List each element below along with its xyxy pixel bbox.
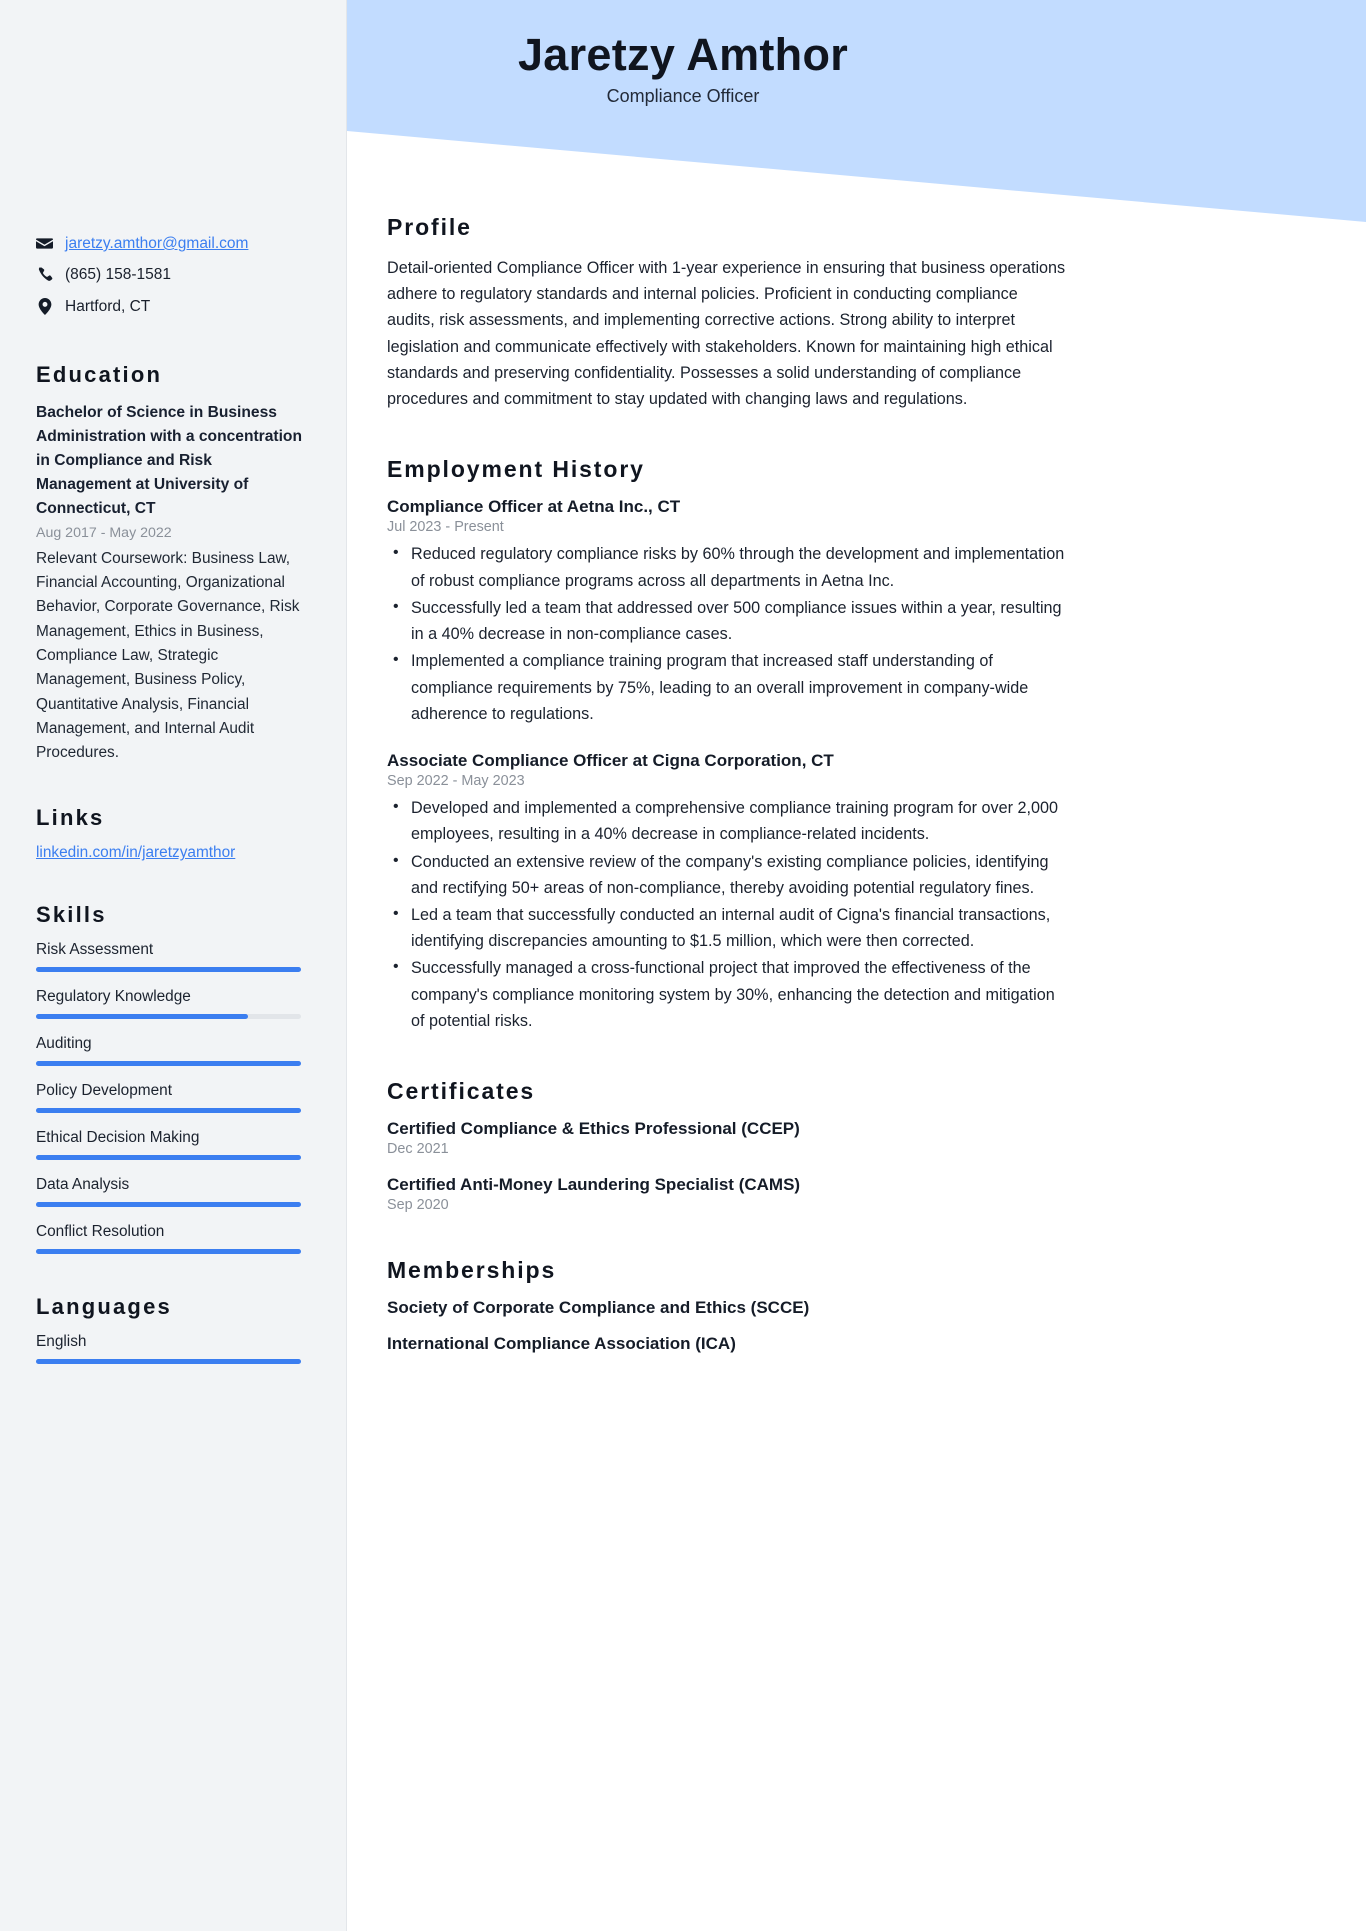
skill-item (36, 1035, 310, 1066)
contact-list (36, 232, 310, 318)
certificates-heading: Certificates (387, 1078, 536, 1105)
membership-name: Society of Corporate Compliance and Ethics (SCCE) (387, 1298, 810, 1318)
phone-value: (865) 158-1581 (65, 266, 171, 284)
contact-row-location (36, 295, 310, 318)
skill-item (36, 941, 310, 972)
job-bullet: • Led a team that successfully conducted an internal audit of Cigna's financial transactions, identifying discrepancies amounting to $1.5 million, which were then corrected. (387, 902, 1066, 954)
skill-item (36, 1129, 310, 1160)
job-title: Associate Compliance Officer at Cigna Corporation, CT (387, 751, 834, 771)
job-entry (387, 751, 1066, 1034)
education-date: Aug 2017 - May 2022 (36, 524, 172, 541)
education-heading: Education (36, 361, 163, 387)
skill-item (36, 1082, 310, 1113)
job-bullet-list (387, 541, 1066, 727)
skill-bar-fill (36, 1155, 301, 1160)
jobs-list (387, 497, 1066, 1034)
skill-label: Regulatory Knowledge (36, 988, 191, 1006)
employment-heading: Employment History (387, 456, 645, 483)
job-bullet: • Successfully led a team that addressed over 500 compliance issues within a year, resulting in a 40% decrease in non-compliance cases. (387, 595, 1066, 647)
skill-label: Conflict Resolution (36, 1223, 165, 1241)
links-heading: Links (36, 805, 105, 831)
profile-heading: Profile (387, 214, 472, 240)
job-date: Sep 2022 - May 2023 (387, 773, 525, 790)
job-bullet: • Conducted an extensive review of the company's existing compliance policies, identifying and rectifying 50+ areas of non-compliance, thereby avoiding potential regulatory fines. (387, 849, 1066, 901)
membership-name: International Compliance Association (ICA) (387, 1334, 736, 1354)
languages-section (36, 1294, 310, 1364)
education-degree: Bachelor of Science in Business Administration with a concentration in Compliance and Risk Management at University of Connecticut, CT (36, 403, 302, 518)
memberships-list (387, 1298, 1066, 1354)
skill-label: Data Analysis (36, 1176, 130, 1194)
skill-bar-fill (36, 1108, 301, 1113)
main-column (346, 0, 1366, 1931)
location-value: Hartford, CT (65, 297, 151, 315)
certificate-date: Sep 2020 (387, 1197, 449, 1214)
skill-bar-track (36, 967, 301, 972)
skill-bar-fill (36, 1359, 301, 1364)
profile-text: Detail-oriented Compliance Officer with 1-year experience in ensuring that business operations adhere to regulatory standards and internal policies. Proficient in conducting compliance audits, risk assessments, and implementing corrective actions. Strong ability to interpret legislation and communicate effectively with stakeholders. Known for maintaining high ethical standards and preserving confidentiality. Possesses a solid understanding of compliance procedures and commitment to stay updated with changing laws and regulations. (387, 259, 1066, 409)
skill-label: Auditing (36, 1035, 92, 1053)
skill-bar-fill (36, 1061, 301, 1066)
education-section (36, 362, 310, 766)
certificates-section (387, 1078, 1066, 1213)
map-pin-icon (36, 298, 53, 315)
memberships-section (387, 1257, 1066, 1354)
job-bullet: • Reduced regulatory compliance risks by 60% through the development and implementation of robust compliance programs across all departments in Aetna Inc. (387, 541, 1066, 593)
job-bullet: • Successfully managed a cross-functional project that improved the effectiveness of the company's compliance monitoring system by 30%, enhancing the detection and mitigation of potential risks. (387, 955, 1066, 1034)
skill-item (36, 988, 310, 1019)
skill-item (36, 1176, 310, 1207)
skill-bar-track (36, 1108, 301, 1113)
link-item[interactable]: linkedin.com/in/jaretzyamthor (36, 844, 236, 862)
languages-heading: Languages (36, 1294, 172, 1320)
contact-row-phone (36, 263, 310, 286)
job-entry (387, 497, 1066, 727)
certificate-name: Certified Anti-Money Laundering Specialist (CAMS) (387, 1175, 801, 1195)
certificate-date: Dec 2021 (387, 1141, 449, 1158)
skills-list (36, 941, 310, 1254)
candidate-job-title: Compliance Officer (606, 86, 760, 107)
skill-label: English (36, 1333, 87, 1351)
skills-heading: Skills (36, 902, 107, 928)
page-title: Jaretzy Amthor (517, 29, 849, 80)
skill-bar-track (36, 1014, 301, 1019)
certificate-entry (387, 1119, 1066, 1157)
skill-item (36, 1223, 310, 1254)
job-bullet: • Developed and implemented a comprehensive compliance training program for over 2,000 employees, resulting in a 40% decrease in compliance-related incidents. (387, 795, 1066, 847)
skill-bar-fill (36, 1249, 301, 1254)
email-link[interactable]: jaretzy.amthor@gmail.com (65, 235, 249, 252)
skill-bar-fill (36, 1014, 248, 1019)
sidebar (0, 0, 346, 1931)
contact-row-email[interactable] (36, 232, 310, 255)
certificates-list (387, 1119, 1066, 1213)
skill-bar-track (36, 1202, 301, 1207)
skill-item (36, 1333, 310, 1364)
certificate-entry (387, 1175, 1066, 1213)
employment-section (387, 456, 1066, 1034)
phone-icon (36, 266, 53, 283)
skill-bar-track (36, 1155, 301, 1160)
skills-section (36, 902, 310, 1254)
envelope-icon (36, 235, 53, 252)
skill-bar-fill (36, 1202, 301, 1207)
memberships-heading: Memberships (387, 1257, 557, 1284)
skill-label: Policy Development (36, 1082, 173, 1100)
skill-label: Risk Assessment (36, 941, 154, 959)
job-bullet: • Implemented a compliance training program that increased staff understanding of compliance requirements by 75%, leading to an overall improvement in company-wide adherence to regulations. (387, 648, 1066, 727)
skill-label: Ethical Decision Making (36, 1129, 200, 1147)
skill-bar-fill (36, 967, 301, 972)
skill-bar-track (36, 1249, 301, 1254)
education-description: Relevant Coursework: Business Law, Financial Accounting, Organizational Behavior, Corporate Governance, Risk Management, Ethics in Business, Compliance Law, Strategic Management, Business Policy, Quantitative Analysis, Financial Management, and Internal Audit Procedures. (36, 549, 300, 762)
languages-list (36, 1333, 310, 1364)
profile-section (387, 214, 1066, 412)
job-title: Compliance Officer at Aetna Inc., CT (387, 497, 681, 517)
job-date: Jul 2023 - Present (387, 519, 504, 536)
job-bullet-list (387, 795, 1066, 1034)
links-section (36, 805, 310, 862)
skill-bar-track (36, 1061, 301, 1066)
skill-bar-track (36, 1359, 301, 1364)
certificate-name: Certified Compliance & Ethics Professional (CCEP) (387, 1119, 800, 1139)
